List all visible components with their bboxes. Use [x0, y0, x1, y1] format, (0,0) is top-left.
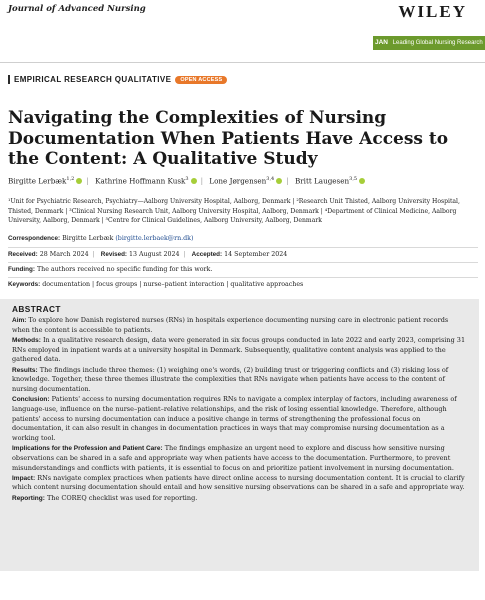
orcid-icon[interactable] [359, 178, 365, 184]
article-title: Navigating the Complexities of Nursing Documentation When Patients Have Access to the Content: A Qualitative Study [8, 108, 449, 169]
abstract-reporting [12, 494, 467, 504]
author-name[interactable]: Britt Laugesen [294, 176, 350, 186]
affiliations: ¹Unit for Psychiatric Research, Psychiatry—Aalborg University Hospital, Aalborg, Denmark | ²Research Unit Thisted, Aalborg University Hospital, Thisted, Denmark | ³Clinical Nursing Research Unit, Aalborg University Hospital, Aalborg, Denmark | ⁴Department of Clinical Medicine, Aalborg University, Aalborg, Denmark | ⁵Centre for Clinical Guidelines, Aalborg University, Aalborg, Denmark [8, 198, 460, 225]
meta-divider [8, 262, 478, 263]
author-name[interactable]: Birgitte Lerbæk [8, 176, 67, 186]
received-date: 28 March 2024 [39, 251, 89, 258]
author-list [8, 176, 478, 185]
author-separator: | [286, 176, 289, 186]
abstract-heading: ABSTRACT [12, 304, 61, 314]
funding-label: Funding: [8, 266, 35, 273]
accepted-label: Accepted: [191, 251, 223, 258]
author-affil-sup: 3,5 [349, 176, 358, 182]
publisher-logo[interactable]: WILEY [398, 2, 467, 21]
journal-abbrev: JAN [375, 39, 389, 46]
accepted-date: 14 September 2024 [224, 251, 288, 258]
author-separator: | [200, 176, 203, 186]
author-affil-sup: 1,2 [66, 176, 75, 182]
keywords [8, 281, 478, 288]
conclusion-label: Conclusion: [12, 396, 50, 404]
conclusion-text: Patients' access to nursing documentation requires RNs to navigate a complex interplay of factors, including awareness of language-use, influence on the nurse–patient–relative relationships, and the risk of losing essential knowledge. Therefore, although patients' access to nursing documentation can induce a positive change in terms of strengthening the professional focus on documentation, it can also result in changes in documentation practices in ways that may compromise nursing documentation as a working tool. [12, 395, 457, 442]
correspondence-name: Birgitte Lerbæk [62, 235, 114, 242]
reporting-label: Reporting: [12, 494, 45, 502]
received-label: Received: [8, 251, 38, 258]
author-separator: | [86, 176, 89, 186]
orcid-icon[interactable] [76, 178, 82, 184]
author-affil-sup: 3,4 [266, 176, 275, 182]
results-label: Results: [12, 366, 38, 374]
journal-banner-text: Leading Global Nursing Research [392, 40, 483, 46]
abstract-implications [12, 444, 467, 473]
section-label: EMPIRICAL RESEARCH QUALITATIVE [14, 75, 172, 84]
funding-text: The authors received no specific funding for this work. [36, 266, 213, 273]
keywords-label: Keywords: [8, 281, 41, 288]
date-separator: | [92, 251, 95, 258]
abstract-panel [0, 299, 479, 571]
results-text: The findings include three themes: (1) weighing one's words, (2) building trust or triggering conflicts and (3) risking loss of knowledge. Together, these three themes illustrate the complexities that RNs navigate when patients have access to the content of nursing documentation. [12, 365, 449, 393]
author-affil-sup: 3 [185, 176, 189, 182]
impact-text: RNs navigate complex practices when patients have direct online access to nursing documentation content. It is crucial to clarify which content nursing documentation should entail and how sensitive nursing observations can be shared in a safe and appropriate way. [12, 473, 465, 492]
impact-label: Impact: [12, 474, 36, 482]
abstract-impact [12, 474, 467, 493]
meta-divider [8, 277, 478, 278]
history-dates [8, 251, 478, 258]
date-separator: | [183, 251, 186, 258]
reporting-text: The COREQ checklist was used for reporting. [46, 493, 198, 502]
author-name[interactable]: Lone Jørgensen [209, 176, 267, 186]
journal-name[interactable]: Journal of Advanced Nursing [8, 4, 146, 14]
page-header [0, 0, 485, 60]
implications-label: Implications for the Profession and Patient Care: [12, 445, 163, 453]
aim-label: Aim: [12, 317, 27, 324]
author-name[interactable]: Kathrine Hoffmann Kusk [95, 176, 186, 186]
section-marker [8, 75, 10, 84]
methods-label: Methods: [12, 336, 41, 344]
abstract-aim [12, 316, 467, 335]
orcid-icon[interactable] [191, 178, 197, 184]
abstract-methods [12, 336, 467, 365]
abstract-conclusion [12, 395, 467, 444]
implications-text: The findings emphasize an urgent need to explore and discuss how sensitive nursing observations can be shared in a safe and appropriate way when patients have access to the documentation. Furthermore, to prevent misunderstandings and conflicts with patients, it is essential to focus on and prioritize patient involvement in nursing documentation. [12, 444, 454, 472]
meta-divider [8, 247, 478, 248]
header-divider [0, 62, 485, 63]
abstract-results [12, 366, 467, 395]
correspondence [8, 235, 478, 242]
revised-date: 13 August 2024 [129, 251, 180, 258]
open-access-badge[interactable]: OPEN ACCESS [175, 76, 227, 84]
journal-banner [373, 36, 485, 50]
correspondence-label: Correspondence: [8, 235, 61, 242]
methods-text: In a qualitative research design, data were generated in six focus groups conducted in late 2022 and early 2023, comprising 31 RNs employed in inpatient wards at a university hospital in Denmark. Subsequently, qualitative content analysis was applied to the gathered data. [12, 335, 466, 364]
aim-text: To explore how Danish registered nurses (RNs) in hospitals experience documenting nursing care in electronic patient records when the content is accessible to patients. [12, 316, 449, 334]
keywords-text: documentation | focus groups | nurse–patient interaction | qualitative approaches [42, 281, 304, 288]
revised-label: Revised: [100, 251, 128, 258]
orcid-icon[interactable] [276, 178, 282, 184]
funding [8, 266, 478, 273]
article-type [8, 75, 227, 84]
correspondence-email[interactable]: (birgitte.lerbaek@rn.dk) [115, 235, 194, 242]
